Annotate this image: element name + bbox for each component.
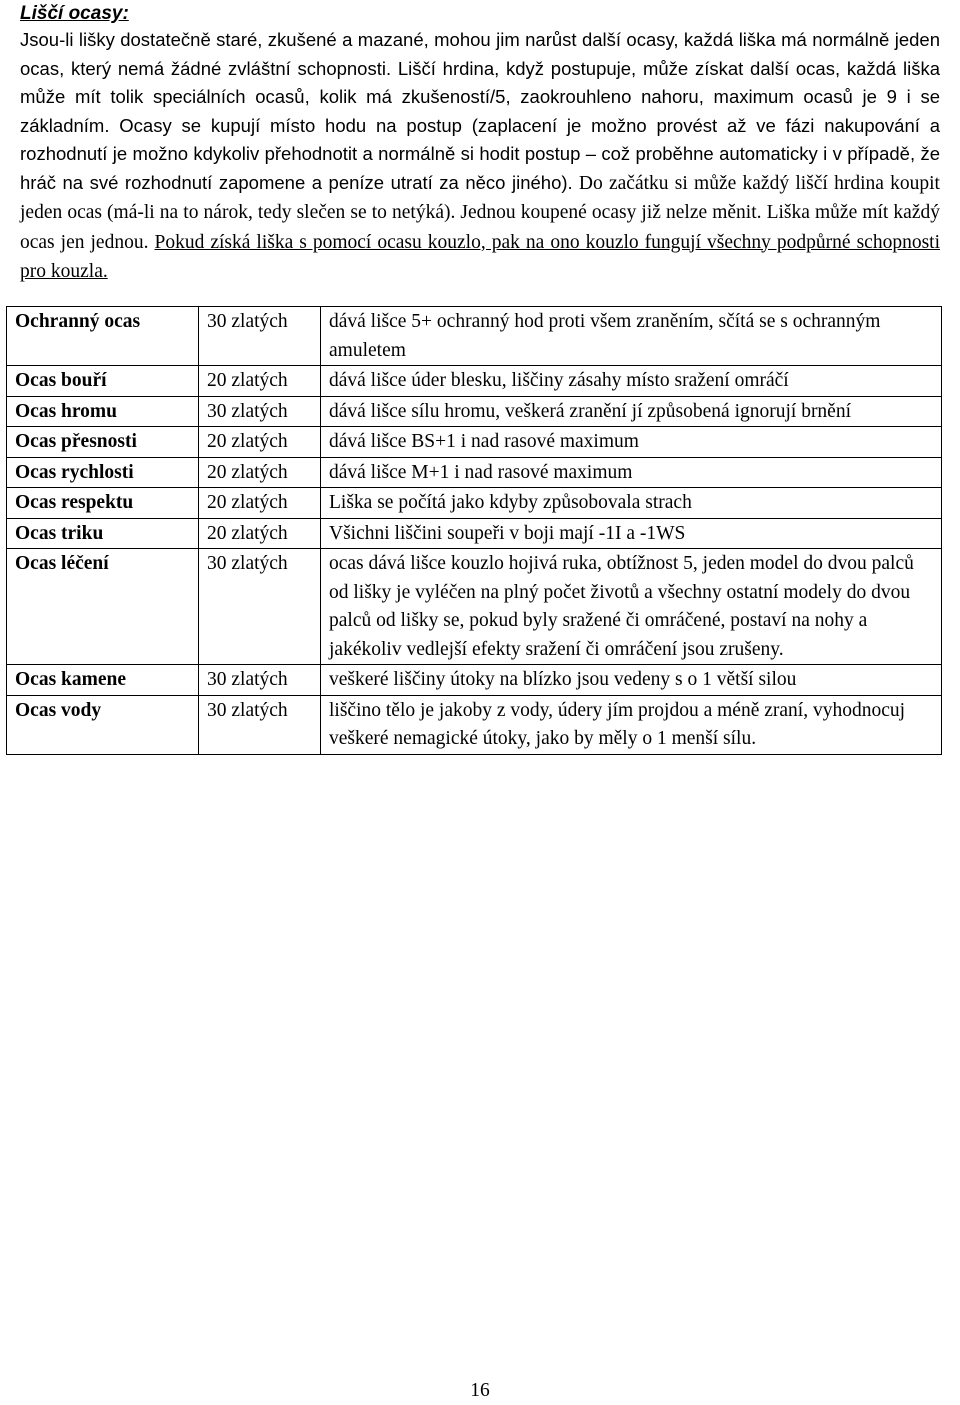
document-body: [20, 0, 940, 287]
tail-price: 30 zlatých: [199, 695, 321, 754]
table-row: [7, 307, 942, 366]
table-row: [7, 396, 942, 427]
tail-price: 20 zlatých: [199, 518, 321, 549]
tail-price: 30 zlatých: [199, 307, 321, 366]
tail-name: Ochranný ocas: [7, 307, 199, 366]
tail-description: dává lišce úder blesku, liščiny zásahy místo sražení omráčí: [321, 366, 942, 397]
table-row: [7, 488, 942, 519]
tail-name: Ocas vody: [7, 695, 199, 754]
table-row: [7, 457, 942, 488]
table-row: [7, 665, 942, 696]
tail-name: Ocas přesnosti: [7, 427, 199, 458]
intro-paragraph: [20, 26, 940, 287]
tails-table-body: [7, 307, 942, 755]
tail-description: Všichni liščini soupeři v boji mají -1I a -1WS: [321, 518, 942, 549]
tail-name: Ocas respektu: [7, 488, 199, 519]
tail-price: 30 zlatých: [199, 549, 321, 665]
table-row: [7, 366, 942, 397]
tail-name: Ocas kamene: [7, 665, 199, 696]
tail-description: dává lišce BS+1 i nad rasové maximum: [321, 427, 942, 458]
paragraph-part-3: Pokud získá liška s pomocí ocasu kouzlo, pak na ono kouzlo fungují všechny podpůrné schopnosti pro kouzla.: [20, 231, 941, 282]
tail-name: Ocas rychlosti: [7, 457, 199, 488]
table-row: [7, 427, 942, 458]
table-row: [7, 518, 942, 549]
tail-price: 30 zlatých: [199, 396, 321, 427]
tail-price: 20 zlatých: [199, 457, 321, 488]
tail-description: ocas dává lišce kouzlo hojivá ruka, obtížnost 5, jeden model do dvou palců od lišky je vyléčen na plný počet životů a všechny ostatní modely do dvou palců od lišky se, pokud byly sražené či omráčené, postaví na nohy a jakékoliv vedlejší efekty sražení či omráčení jsou zrušeny.: [321, 549, 942, 665]
tail-name: Ocas léčení: [7, 549, 199, 665]
page-number: 16: [470, 1380, 490, 1401]
tail-description: dává lišce sílu hromu, veškerá zranění jí způsobená ignorují brnění: [321, 396, 942, 427]
section-heading: Liščí ocasy:: [20, 3, 129, 24]
tail-price: 20 zlatých: [199, 366, 321, 397]
tail-description: dává lišce 5+ ochranný hod proti všem zraněním, sčítá se s ochranným amuletem: [321, 307, 942, 366]
tail-price: 20 zlatých: [199, 488, 321, 519]
paragraph-part-1: Jsou-li lišky dostatečně staré, zkušené a mazané, mohou jim narůst další ocasy, každá liška má normálně jeden ocas, který nemá žádné zvláštní schopnosti. Liščí hrdina, když postupuje, může získat další ocas, každá liška může mít tolik speciálních ocasů, kolik má zkušeností/5, zaokrouhleno nahoru, maximum ocasů je 9 i se základním. Ocasy se kupují místo hodu na postup (zaplacení je možno provést až ve fázi nakupování a rozhodnutí je možno kdykoliv přehodnotit a normálně si hodit postup – což proběhne automaticky i v případě, že hráč na své rozhodnutí zapomene a peníze utratí za něco jiného).: [20, 29, 940, 193]
tail-description: dává lišce M+1 i nad rasové maximum: [321, 457, 942, 488]
tail-name: Ocas hromu: [7, 396, 199, 427]
table-row: [7, 695, 942, 754]
tail-price: 30 zlatých: [199, 665, 321, 696]
paragraph-part-2: Do začátku si může každý liščí hrdina koupit jeden ocas (má-li na to nárok, tedy slečen se to netýká). Jednou koupené ocasy již nelze měnit. Liška může mít každý ocas jen jednou.: [20, 172, 940, 253]
tail-description: Liška se počítá jako kdyby způsobovala strach: [321, 488, 942, 519]
tail-description: liščino tělo je jakoby z vody, údery jím projdou a méně zraní, vyhodnocuj veškeré nemagické útoky, jako by měly o 1 menší sílu.: [321, 695, 942, 754]
tails-table: [6, 306, 942, 755]
tail-description: veškeré liščiny útoky na blízko jsou vedeny s o 1 větší silou: [321, 665, 942, 696]
tail-name: Ocas triku: [7, 518, 199, 549]
tail-price: 20 zlatých: [199, 427, 321, 458]
table-row: [7, 549, 942, 665]
tail-name: Ocas bouří: [7, 366, 199, 397]
